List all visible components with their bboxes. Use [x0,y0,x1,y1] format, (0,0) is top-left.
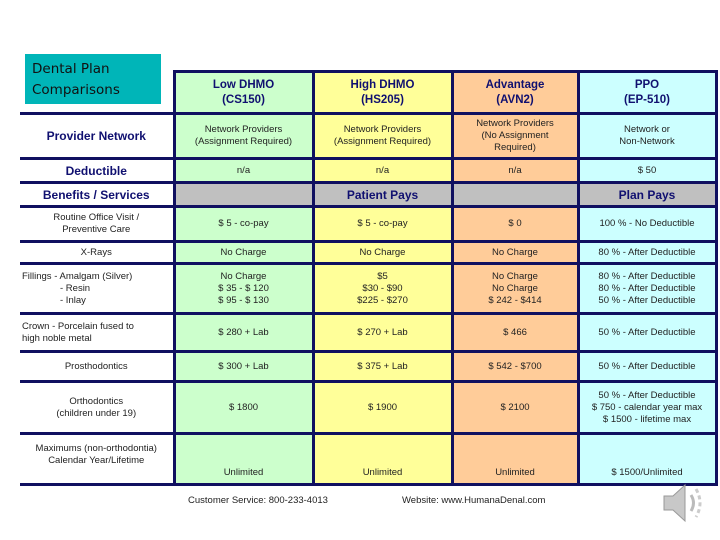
plan-header [313,72,452,114]
deductible-row [20,159,716,183]
cell-line: 100 % - No Deductible [599,218,695,229]
cell-line: (No Assignment [481,130,549,141]
customer-service-text: Customer Service: 800-233-4013 [188,495,328,506]
plan-cell [313,114,452,159]
cell-line: No Charge [359,246,406,258]
cell-line: Calendar Year/Lifetime [48,455,145,466]
plan-cell [578,242,716,264]
cell-line: 50 % - After Deductible [598,294,696,306]
cell-line: $ 270 + Lab [357,326,408,338]
plan-cell [313,242,452,264]
plan-cell [452,207,578,242]
benefit-label [20,207,174,242]
cell-line: 50 % - After Deductible [598,360,696,372]
cell-line: high noble metal [22,332,92,344]
cell-line: $ 280 + Lab [218,326,269,338]
cell-line: $30 - $90 [362,282,403,294]
cell-line: $ 2100 [500,401,530,413]
speaker-icon[interactable] [660,478,710,528]
cell-line: $ 1800 [228,401,259,413]
benefit-label [20,352,174,382]
cell-line: - Inlay [60,294,86,306]
plan-code: (AVN2) [496,93,534,106]
plan-name: High DHMO [350,78,415,91]
plan-code: (HS205) [361,93,404,106]
cell-line: Routine Office Visit / [53,212,140,223]
cell-line: $225 - $270 [357,294,408,306]
benefit-row [20,434,716,485]
benefits-section-row [20,183,716,207]
plan-cell [452,314,578,352]
plan-name: Low DHMO [212,78,275,91]
plan-cell [174,314,313,352]
plan-header [452,72,578,114]
cell-line: Network Providers [204,124,283,135]
cell-line: $ 466 [503,326,527,338]
benefit-row [20,242,716,264]
plan-cell [452,159,578,183]
cell-line: $5 [377,270,388,282]
cell-line: $ 375 + Lab [357,360,408,372]
cell-line: $ 1900 [367,401,398,413]
cell-line: - Resin [60,282,91,294]
benefit-row [20,352,716,382]
plan-cell [313,382,452,434]
cell-line: X-Rays [80,246,112,258]
plan-header [174,72,313,114]
benefit-label [20,242,174,264]
cell-line: Prosthodontics [64,360,128,372]
cell-line: (Assignment Required) [333,136,432,147]
cell-line: Unlimited [223,467,264,478]
cell-line: No Charge [492,270,538,282]
cell-line: $ 35 - $ 120 [218,282,269,294]
cell-line: n/a [508,164,522,176]
cell-line: Crown - Porcelain fused to [22,320,134,332]
cell-line: $ 1500/Unlimited [611,467,683,478]
plan-cell [452,434,578,485]
plan-cell [578,207,716,242]
plan-cell [313,264,452,314]
benefit-row [20,382,716,434]
cell-line: 80 % - After Deductible [598,282,696,294]
cell-line: $ 5 - co-pay [357,218,408,229]
row-label: Provider Network [20,114,174,159]
row-label: Deductible [20,159,174,183]
cell-line: $ 300 + Lab [218,360,269,372]
cell-line: Non-Network [619,136,675,147]
plan-cell [313,159,452,183]
cell-line: Orthodontics [69,395,124,407]
cell-line: n/a [375,164,390,176]
cell-line: Unlimited [495,467,535,478]
header-corner [20,72,174,114]
cell-line: Preventive Care [62,224,131,235]
plan-comparison-table [20,70,718,486]
plan-cell [174,264,313,314]
cell-line: 80 % - After Deductible [598,270,696,282]
cell-line: Network or [624,124,670,135]
cell-line: (children under 19) [56,407,137,419]
plan-cell [313,434,452,485]
cell-line: No Charge [492,246,538,258]
benefit-label [20,434,174,485]
section-label: Benefits / Services [20,183,174,207]
cell-line: 50 % - After Deductible [598,326,696,338]
plan-cell [452,382,578,434]
cell-line: (Assignment Required) [194,136,293,147]
cell-line: No Charge [220,270,267,282]
cell-line: $ 50 [637,164,657,176]
plan-cell [174,114,313,159]
plan-cell [578,114,716,159]
plan-cell [452,242,578,264]
plan-cell [578,382,716,434]
patient-pays-label: Patient Pays [313,183,452,207]
cell-line: $ 1500 - lifetime max [602,413,692,425]
plan-cell [174,242,313,264]
cell-line: $ 95 - $ 130 [218,294,269,306]
plan-cell [174,159,313,183]
section-blank [452,183,578,207]
plan-cell [174,352,313,382]
cell-line: Network Providers [343,124,422,135]
plan-pays-label: Plan Pays [578,183,716,207]
plan-code: (CS150) [222,93,265,106]
plan-cell [313,352,452,382]
benefit-label [20,382,174,434]
section-blank [174,183,313,207]
benefit-row [20,207,716,242]
cell-line: No Charge [492,282,538,294]
website-text: Website: www.HumanaDenal.com [402,495,546,506]
cell-line: Fillings - Amalgam (Silver) [22,270,133,282]
plan-cell [452,264,578,314]
provider-network-row [20,114,716,159]
plan-cell [313,207,452,242]
cell-line: Maximums (non-orthodontia) [35,443,157,454]
plan-cell [578,434,716,485]
plan-cell [174,434,313,485]
page-title: Dental Plan Comparisons [25,54,161,104]
plan-cell [452,352,578,382]
plan-header [578,72,716,114]
benefit-label [20,314,174,352]
cell-line: $ 0 [508,218,522,229]
plan-cell [452,114,578,159]
plan-name: Advantage [485,78,545,91]
benefit-row [20,264,716,314]
plan-cell [578,314,716,352]
cell-line: $ 5 - co-pay [218,218,269,229]
cell-line: Required) [494,142,536,153]
plan-cell [578,159,716,183]
cell-line: n/a [236,164,251,176]
plan-cell [174,382,313,434]
header-row [20,72,716,114]
cell-line: $ 242 - $414 [488,294,542,306]
plan-cell [578,264,716,314]
plan-cell [578,352,716,382]
cell-line: 50 % - After Deductible [598,389,696,401]
plan-code: (EP-510) [623,93,671,106]
cell-line: $ 750 - calendar year max [591,401,703,413]
plan-cell [174,207,313,242]
plan-cell [313,314,452,352]
benefit-row [20,314,716,352]
plan-name: PPO [634,78,660,91]
cell-line: Network Providers [476,118,554,129]
cell-line: Unlimited [362,467,403,478]
benefit-label [20,264,174,314]
cell-line: $ 542 - $700 [488,360,542,372]
cell-line: 80 % - After Deductible [598,246,696,258]
cell-line: No Charge [220,246,267,258]
